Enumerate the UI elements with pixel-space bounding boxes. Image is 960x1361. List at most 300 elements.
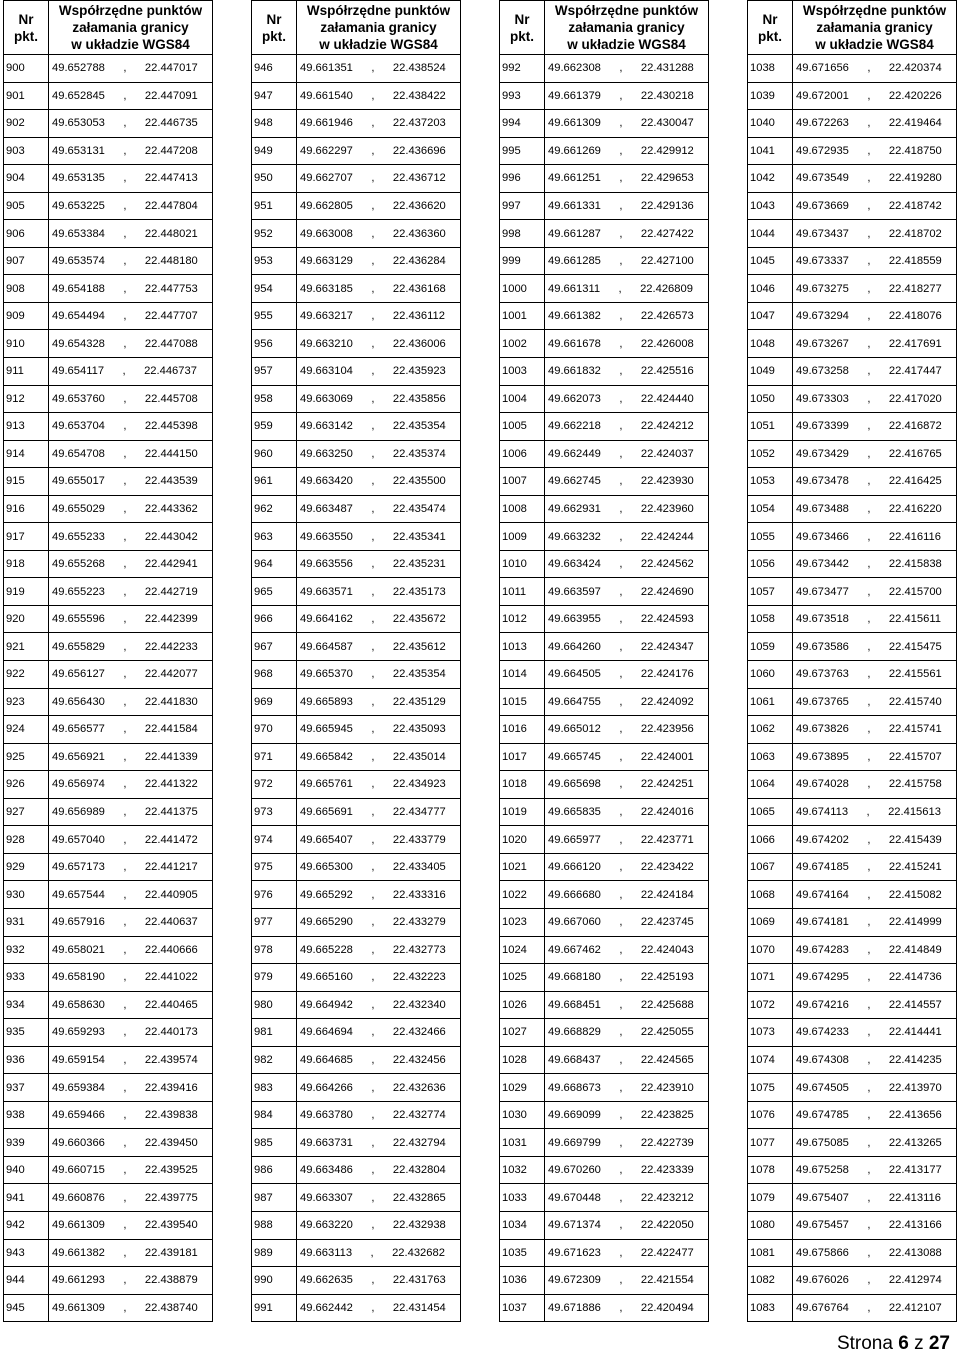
point-coordinates <box>49 55 213 83</box>
coordinate-separator: , <box>371 89 375 102</box>
longitude: 22.439181 <box>144 1246 198 1259</box>
longitude: 22.432773 <box>392 943 446 956</box>
coordinate-separator: , <box>867 723 871 736</box>
longitude: 22.426809 <box>640 282 693 295</box>
table-row <box>252 1019 461 1047</box>
page-footer <box>837 1333 950 1355</box>
point-coordinates <box>545 991 709 1019</box>
table-row <box>252 1211 461 1239</box>
point-number: 1031 <box>500 1129 545 1157</box>
coordinate-separator: , <box>123 89 127 102</box>
point-number: 948 <box>252 110 297 138</box>
table-row <box>252 1239 461 1267</box>
point-number: 1054 <box>748 495 793 523</box>
point-coordinates <box>545 220 709 248</box>
table-row <box>4 1129 213 1157</box>
coordinate-separator: , <box>371 750 375 763</box>
table-row <box>4 633 213 661</box>
coordinate-separator: , <box>123 420 127 433</box>
latitude: 49.668451 <box>548 998 601 1011</box>
point-number: 929 <box>4 853 49 881</box>
point-coordinates <box>297 192 461 220</box>
point-number: 963 <box>252 523 297 551</box>
coordinate-separator: , <box>123 778 127 791</box>
point-number: 1021 <box>500 853 545 881</box>
longitude: 22.429912 <box>640 144 694 157</box>
table-row <box>500 137 709 165</box>
table-row <box>500 881 709 909</box>
point-coordinates <box>545 936 709 964</box>
latitude: 49.663550 <box>300 530 353 543</box>
latitude: 49.664505 <box>548 668 601 681</box>
longitude: 22.441472 <box>144 833 198 846</box>
latitude: 49.661309 <box>52 1301 105 1314</box>
coordinate-separator: , <box>619 337 623 350</box>
point-coordinates <box>793 385 957 413</box>
latitude: 49.661285 <box>548 255 601 268</box>
coordinate-separator: , <box>619 530 623 543</box>
longitude: 22.432340 <box>392 998 446 1011</box>
latitude: 49.664587 <box>300 640 353 653</box>
coordinate-separator: , <box>867 1191 871 1204</box>
latitude: 49.656127 <box>52 668 105 681</box>
latitude: 49.665012 <box>548 723 601 736</box>
table-row <box>748 1294 957 1322</box>
point-coordinates <box>793 716 957 744</box>
latitude: 49.662931 <box>548 503 601 516</box>
point-number: 1008 <box>500 495 545 523</box>
point-number: 1046 <box>748 275 793 303</box>
latitude: 49.663955 <box>548 613 601 626</box>
table-row <box>500 165 709 193</box>
point-number: 1048 <box>748 330 793 358</box>
point-coordinates <box>49 1184 213 1212</box>
header-nr: Nr pkt. <box>500 1 545 55</box>
point-number: 944 <box>4 1267 49 1295</box>
longitude: 22.440905 <box>144 888 198 901</box>
longitude: 22.443362 <box>144 503 198 516</box>
point-number: 1066 <box>748 826 793 854</box>
coordinate-separator: , <box>867 558 871 571</box>
point-coordinates <box>545 275 709 303</box>
longitude: 22.447804 <box>144 200 198 212</box>
coordinate-separator: , <box>867 200 871 212</box>
latitude: 49.653225 <box>52 200 105 212</box>
latitude: 49.664266 <box>300 1081 353 1094</box>
coordinate-separator: , <box>123 117 127 130</box>
latitude: 49.676764 <box>796 1301 849 1314</box>
table-row <box>4 881 213 909</box>
latitude: 49.670260 <box>548 1164 601 1177</box>
longitude: 22.439525 <box>144 1164 198 1177</box>
table-header-row <box>252 1 461 55</box>
table-row <box>4 964 213 992</box>
table-row <box>252 1101 461 1129</box>
point-number: 979 <box>252 964 297 992</box>
point-coordinates <box>49 1294 213 1322</box>
latitude: 49.665407 <box>300 833 353 846</box>
table-row <box>252 1156 461 1184</box>
point-coordinates <box>545 1184 709 1212</box>
point-number: 911 <box>4 358 49 386</box>
longitude: 22.427100 <box>640 255 694 268</box>
latitude: 49.663780 <box>300 1109 353 1122</box>
longitude: 22.436696 <box>392 144 446 157</box>
coordinate-separator: , <box>371 806 375 819</box>
coordinate-separator: , <box>618 282 622 295</box>
point-coordinates <box>49 468 213 496</box>
point-number: 1022 <box>500 881 545 909</box>
longitude: 22.412107 <box>888 1301 942 1314</box>
longitude: 22.433279 <box>392 916 446 929</box>
table-row <box>4 1211 213 1239</box>
point-number: 946 <box>252 55 297 83</box>
latitude: 49.673488 <box>796 503 849 516</box>
point-number: 1035 <box>500 1239 545 1267</box>
coordinate-separator: , <box>619 420 623 433</box>
point-number: 921 <box>4 633 49 661</box>
point-number: 912 <box>4 385 49 413</box>
latitude: 49.664685 <box>300 1053 353 1066</box>
point-number: 1073 <box>748 1019 793 1047</box>
coordinate-separator: , <box>619 971 623 984</box>
point-number: 931 <box>4 908 49 936</box>
point-coordinates <box>297 1019 461 1047</box>
point-number: 902 <box>4 110 49 138</box>
longitude: 22.435672 <box>392 613 446 626</box>
point-coordinates <box>793 936 957 964</box>
table-row <box>748 1101 957 1129</box>
latitude: 49.673765 <box>796 695 849 708</box>
table-row <box>4 1184 213 1212</box>
longitude: 22.412974 <box>888 1274 942 1287</box>
point-coordinates <box>793 192 957 220</box>
coordinate-separator: , <box>867 971 871 984</box>
coordinates-table-1 <box>3 0 213 1322</box>
latitude: 49.673478 <box>796 475 849 488</box>
point-coordinates <box>793 1046 957 1074</box>
point-coordinates <box>793 1129 957 1157</box>
longitude: 22.413265 <box>888 1136 942 1149</box>
point-coordinates <box>49 661 213 689</box>
point-number: 915 <box>4 468 49 496</box>
table-row <box>500 110 709 138</box>
point-coordinates <box>297 165 461 193</box>
point-coordinates <box>545 550 709 578</box>
point-number: 1013 <box>500 633 545 661</box>
table-row <box>4 853 213 881</box>
longitude: 22.415838 <box>888 558 942 571</box>
coordinate-separator: , <box>619 723 623 736</box>
longitude: 22.418750 <box>888 144 942 157</box>
table-row <box>252 1267 461 1295</box>
latitude: 49.664694 <box>300 1026 353 1039</box>
table-row <box>252 247 461 275</box>
latitude: 49.673258 <box>796 365 849 378</box>
longitude: 22.414557 <box>888 998 942 1011</box>
point-number: 992 <box>500 55 545 83</box>
point-number: 1000 <box>500 275 545 303</box>
coordinate-separator: , <box>619 668 623 681</box>
coordinate-separator: , <box>123 1026 127 1039</box>
latitude: 49.665160 <box>300 971 353 984</box>
coordinate-separator: , <box>123 640 127 653</box>
coordinate-separator: , <box>619 943 623 956</box>
latitude: 49.672935 <box>796 144 849 157</box>
longitude: 22.416872 <box>888 420 942 433</box>
coordinate-separator: , <box>123 282 127 295</box>
coordinate-separator: , <box>123 833 127 846</box>
longitude: 22.427422 <box>640 227 694 240</box>
point-coordinates <box>49 165 213 193</box>
longitude: 22.423339 <box>640 1164 694 1177</box>
latitude: 49.674028 <box>796 778 849 791</box>
table-row <box>500 936 709 964</box>
point-number: 1040 <box>748 110 793 138</box>
coordinate-separator: , <box>867 475 871 488</box>
point-coordinates <box>793 1239 957 1267</box>
latitude: 49.662297 <box>300 144 353 157</box>
table-row <box>252 908 461 936</box>
coordinate-separator: , <box>371 1026 375 1039</box>
point-coordinates <box>545 1019 709 1047</box>
coordinate-separator: , <box>867 1136 871 1149</box>
point-coordinates <box>545 468 709 496</box>
longitude: 22.423422 <box>640 861 694 874</box>
longitude: 22.420226 <box>888 89 942 102</box>
latitude: 49.658630 <box>52 998 105 1011</box>
table-row <box>4 247 213 275</box>
longitude: 22.439838 <box>144 1109 198 1122</box>
latitude: 49.665698 <box>548 778 601 791</box>
coordinate-separator: , <box>123 255 127 268</box>
point-number: 957 <box>252 358 297 386</box>
point-coordinates <box>545 55 709 83</box>
longitude: 22.417691 <box>888 337 942 350</box>
point-number: 935 <box>4 1019 49 1047</box>
latitude: 49.673763 <box>796 668 849 681</box>
longitude: 22.439775 <box>144 1191 198 1204</box>
point-number: 1057 <box>748 578 793 606</box>
coordinate-separator: , <box>619 888 623 901</box>
point-coordinates <box>545 192 709 220</box>
table-row <box>252 550 461 578</box>
latitude: 49.663210 <box>300 337 353 350</box>
longitude: 22.444150 <box>144 447 198 460</box>
point-coordinates <box>49 964 213 992</box>
longitude: 22.424176 <box>640 668 694 681</box>
longitude: 22.447413 <box>144 172 198 185</box>
longitude: 22.419280 <box>888 172 942 185</box>
latitude: 49.661309 <box>52 1219 105 1232</box>
table-row <box>252 523 461 551</box>
coordinate-separator: , <box>371 1053 375 1066</box>
coordinate-separator: , <box>371 640 375 653</box>
point-coordinates <box>297 1046 461 1074</box>
latitude: 49.666680 <box>548 888 601 901</box>
coordinate-separator: , <box>371 475 375 488</box>
table-header-row <box>500 1 709 55</box>
point-coordinates <box>545 605 709 633</box>
point-coordinates <box>793 110 957 138</box>
longitude: 22.423956 <box>640 723 694 736</box>
latitude: 49.674202 <box>796 833 849 846</box>
table-row <box>252 853 461 881</box>
point-coordinates <box>793 1156 957 1184</box>
coordinate-separator: , <box>371 695 375 708</box>
longitude: 22.439416 <box>144 1081 198 1094</box>
point-number: 1059 <box>748 633 793 661</box>
latitude: 49.673549 <box>796 172 849 185</box>
longitude: 22.420494 <box>640 1301 694 1314</box>
longitude: 22.423745 <box>640 916 694 929</box>
point-coordinates <box>545 1267 709 1295</box>
point-number: 1018 <box>500 771 545 799</box>
coordinate-separator: , <box>371 420 375 433</box>
table-row <box>4 302 213 330</box>
longitude: 22.432466 <box>392 1026 446 1039</box>
coordinate-separator: , <box>619 1109 623 1122</box>
point-coordinates <box>545 413 709 441</box>
coordinate-separator: , <box>371 337 375 350</box>
latitude: 49.655233 <box>52 530 105 543</box>
table-row <box>4 495 213 523</box>
latitude: 49.663185 <box>300 282 353 295</box>
point-coordinates <box>545 247 709 275</box>
point-number: 1029 <box>500 1074 545 1102</box>
point-coordinates <box>793 165 957 193</box>
longitude: 22.413970 <box>888 1081 942 1094</box>
header-coordinates: Współrzędne punktów załamania granicy w układzie WGS84 <box>545 1 709 55</box>
coordinate-separator: , <box>619 1053 623 1066</box>
table-row <box>252 330 461 358</box>
table-row <box>748 110 957 138</box>
point-coordinates <box>297 826 461 854</box>
point-number: 1004 <box>500 385 545 413</box>
point-coordinates <box>49 1156 213 1184</box>
longitude: 22.423960 <box>640 503 694 516</box>
point-number: 1027 <box>500 1019 545 1047</box>
longitude: 22.447017 <box>144 62 198 75</box>
point-coordinates <box>793 247 957 275</box>
longitude: 22.433779 <box>392 833 446 846</box>
latitude: 49.662073 <box>548 392 601 405</box>
coordinate-separator: , <box>371 1164 375 1177</box>
point-coordinates <box>793 964 957 992</box>
latitude: 49.664942 <box>300 998 353 1011</box>
point-coordinates <box>545 358 709 386</box>
point-number: 945 <box>4 1294 49 1322</box>
point-number: 1060 <box>748 661 793 689</box>
table-row <box>500 440 709 468</box>
table-row <box>4 82 213 110</box>
point-coordinates <box>793 275 957 303</box>
point-coordinates <box>793 1101 957 1129</box>
coordinate-separator: , <box>619 998 623 1011</box>
point-number: 966 <box>252 605 297 633</box>
point-coordinates <box>793 440 957 468</box>
latitude: 49.673477 <box>796 585 849 598</box>
point-number: 982 <box>252 1046 297 1074</box>
table-row <box>4 605 213 633</box>
point-number: 950 <box>252 165 297 193</box>
point-coordinates <box>793 881 957 909</box>
coordinate-separator: , <box>867 750 871 763</box>
latitude: 49.671886 <box>548 1301 601 1314</box>
table-row <box>500 688 709 716</box>
latitude: 49.658190 <box>52 971 105 984</box>
header-nr: Nr pkt. <box>252 1 297 55</box>
point-number: 1041 <box>748 137 793 165</box>
longitude: 22.413116 <box>888 1191 941 1204</box>
longitude: 22.421554 <box>640 1274 694 1287</box>
table-row <box>4 1156 213 1184</box>
longitude: 22.431763 <box>392 1274 446 1287</box>
table-row <box>500 908 709 936</box>
point-coordinates <box>545 110 709 138</box>
coordinate-separator: , <box>123 861 127 874</box>
longitude: 22.435129 <box>392 695 446 708</box>
longitude: 22.414235 <box>888 1053 942 1066</box>
point-number: 1078 <box>748 1156 793 1184</box>
coordinate-separator: , <box>371 585 375 598</box>
table-row <box>4 440 213 468</box>
table-row <box>748 826 957 854</box>
point-number: 974 <box>252 826 297 854</box>
longitude: 22.431288 <box>640 62 694 75</box>
latitude: 49.674283 <box>796 943 849 956</box>
table-row <box>4 55 213 83</box>
header-nr: Nr pkt. <box>748 1 793 55</box>
point-number: 923 <box>4 688 49 716</box>
longitude: 22.413166 <box>888 1219 942 1232</box>
longitude: 22.414849 <box>888 943 942 956</box>
point-coordinates <box>49 523 213 551</box>
point-number: 1074 <box>748 1046 793 1074</box>
point-coordinates <box>545 716 709 744</box>
point-number: 1034 <box>500 1211 545 1239</box>
table-row <box>748 964 957 992</box>
point-coordinates <box>49 1239 213 1267</box>
coordinate-separator: , <box>619 1191 623 1204</box>
coordinate-separator: , <box>866 806 870 819</box>
latitude: 49.663420 <box>300 475 353 488</box>
latitude: 49.673303 <box>796 392 849 405</box>
latitude: 49.672309 <box>548 1274 601 1287</box>
coordinate-separator: , <box>371 282 375 295</box>
table-row <box>252 743 461 771</box>
point-number: 1026 <box>500 991 545 1019</box>
coordinate-separator: , <box>371 172 375 185</box>
point-coordinates <box>297 771 461 799</box>
coordinate-separator: , <box>123 1301 127 1314</box>
coordinate-separator: , <box>371 255 375 268</box>
point-number: 1030 <box>500 1101 545 1129</box>
table-row <box>748 550 957 578</box>
latitude: 49.661309 <box>548 117 601 130</box>
footer-prefix: Strona <box>836 1333 893 1354</box>
point-number: 1015 <box>500 688 545 716</box>
table-row <box>748 743 957 771</box>
point-coordinates <box>297 523 461 551</box>
point-coordinates <box>297 413 461 441</box>
table-row <box>4 771 213 799</box>
point-number: 967 <box>252 633 297 661</box>
point-coordinates <box>297 247 461 275</box>
table-row <box>748 1156 957 1184</box>
coordinate-separator: , <box>867 695 871 708</box>
table-row <box>748 302 957 330</box>
